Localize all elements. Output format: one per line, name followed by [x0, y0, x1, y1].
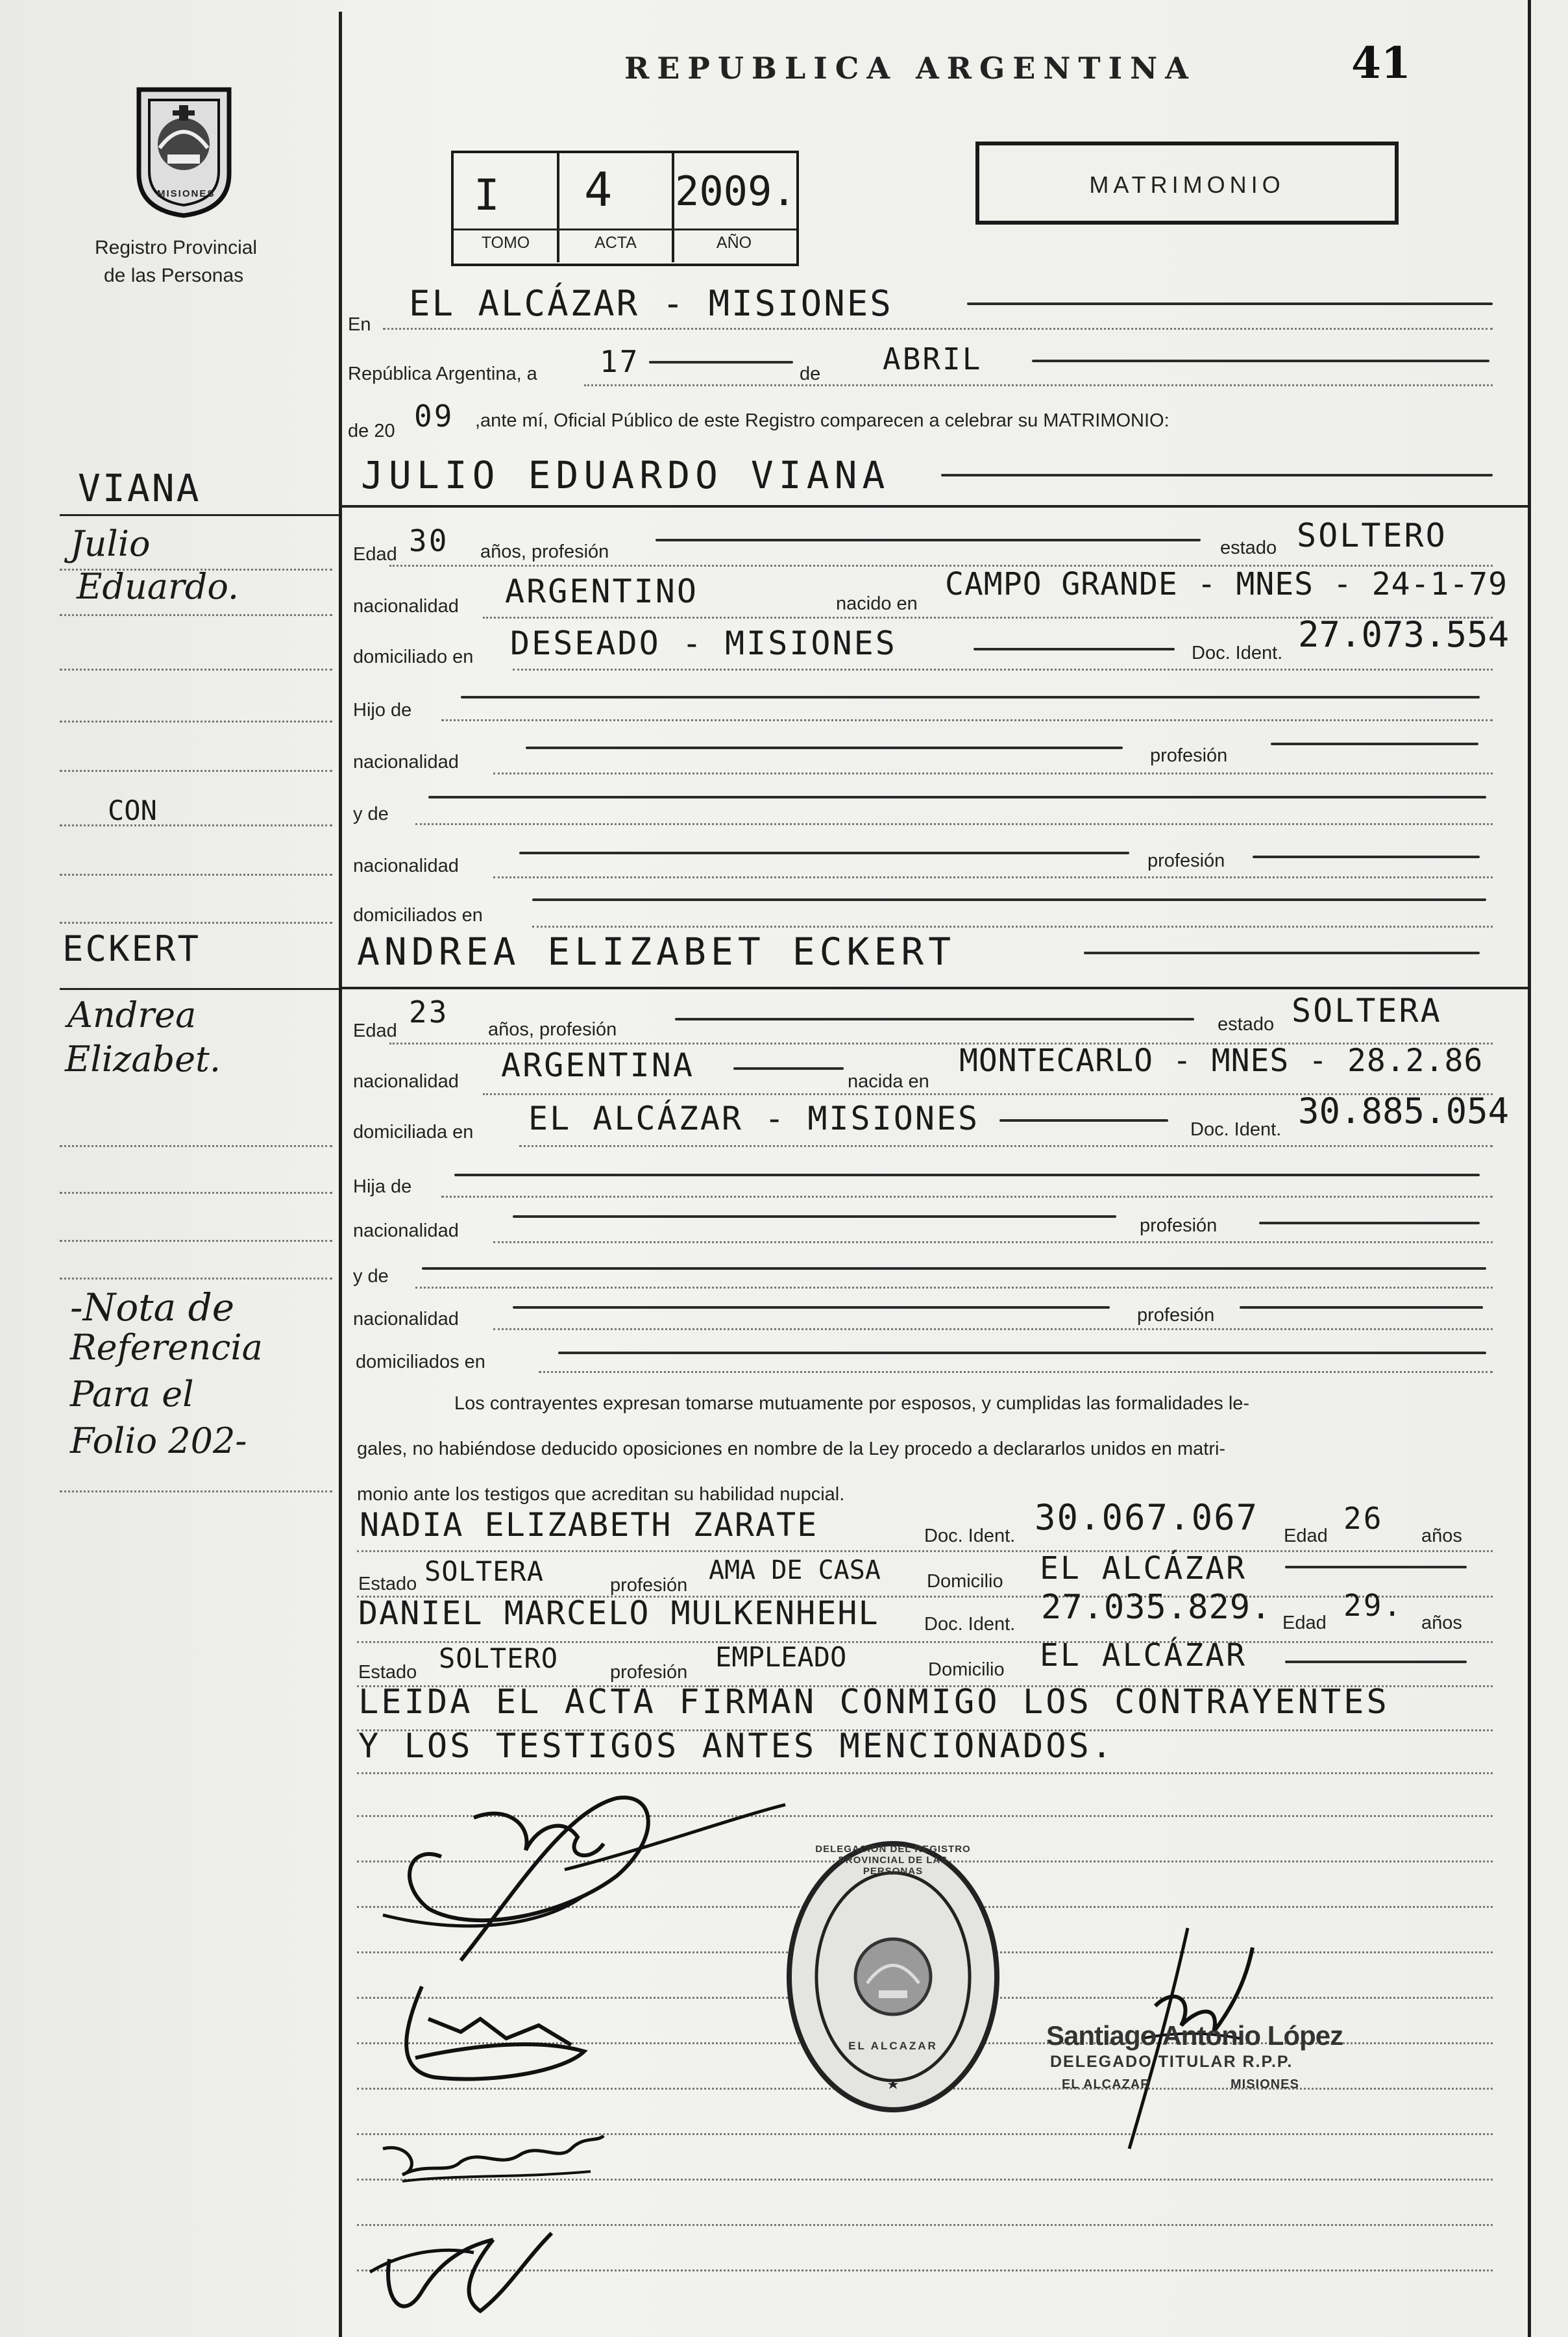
declaration-line-2: gales, no habiéndose deducido oposiciones en nombre de la Ley procedo a declararlos unidos en matri-	[357, 1439, 1226, 1459]
year-prefix: de 20	[348, 421, 395, 441]
intro-text: ,ante mí, Oficial Público de este Registro comparecen a celebrar su MATRIMONIO:	[475, 410, 1170, 431]
year-suffix: 09	[414, 399, 454, 434]
declaration-line-3: monio ante los testigos que acreditan su habilidad nupcial.	[357, 1484, 845, 1505]
witness2-age: 29.	[1343, 1588, 1404, 1623]
witness2-domicile: EL ALCÁZAR	[1040, 1637, 1247, 1674]
margin-dotted-rule	[60, 1145, 332, 1147]
rep-label: República Argentina, a	[348, 364, 537, 384]
witness1-dom-label: Domicilio	[927, 1571, 1003, 1592]
margin-dotted-rule	[60, 922, 332, 924]
margin-bride-given-1: Andrea	[67, 995, 197, 1035]
dotted-rule	[441, 1196, 1493, 1198]
handwritten-filler	[974, 648, 1175, 650]
margin-rule	[60, 988, 339, 990]
margin-dotted-rule	[60, 1490, 332, 1492]
handwritten-filler	[519, 852, 1129, 854]
witness1-anos-label: años	[1421, 1526, 1462, 1546]
dotted-rule	[493, 876, 1493, 878]
bride-estado-label: estado	[1218, 1014, 1275, 1035]
groom-estado: SOLTERO	[1297, 517, 1447, 554]
de-label: de	[800, 364, 821, 384]
closing-line-2: Y LOS TESTIGOS ANTES MENCIONADOS.	[358, 1727, 1115, 1766]
groom-hijo-label: Hijo de	[353, 700, 412, 721]
bride-hija-label: Hija de	[353, 1176, 412, 1197]
groom-anos-prof-label: años, profesión	[480, 541, 609, 562]
groom-edad-label: Edad	[353, 544, 397, 565]
seal-place-lettering: EL ALCAZAR	[848, 2040, 938, 2052]
groom-domicile: DESEADO - MISIONES	[510, 624, 897, 662]
margin-note-line-4: Folio 202-	[70, 1420, 247, 1461]
dotted-rule	[532, 926, 1493, 928]
groom-prof-label: profesión	[1150, 745, 1228, 766]
acta-value: 4	[584, 162, 615, 217]
signature-witness-1	[376, 2123, 610, 2194]
margin-dotted-rule	[60, 770, 332, 772]
bride-nac-label: nacionalidad	[353, 1071, 459, 1092]
signature-bride	[376, 1980, 597, 2090]
dotted-rule	[539, 1371, 1493, 1373]
handwritten-filler	[675, 1018, 1194, 1020]
witness2-profession: EMPLEADO	[715, 1641, 847, 1673]
margin-dotted-rule	[60, 874, 332, 876]
handwritten-filler	[422, 1267, 1486, 1270]
tomo-label: TOMO	[481, 234, 530, 252]
witness1-doc-label: Doc. Ident.	[924, 1526, 1016, 1546]
bride-age: 23	[409, 995, 449, 1030]
official-seal	[783, 1837, 1003, 2116]
handwritten-filler	[454, 1174, 1480, 1176]
handwritten-filler	[999, 1119, 1168, 1122]
dotted-rule	[584, 384, 1493, 386]
handwritten-filler	[1084, 952, 1480, 954]
handwritten-filler	[461, 696, 1480, 699]
record-type-label: MATRIMONIO	[1089, 171, 1285, 198]
witness2-name: DANIEL MARCELO MULKENHEHL	[358, 1594, 879, 1632]
groom-doc: 27.073.554	[1298, 614, 1510, 655]
margin-dotted-rule	[60, 1240, 332, 1242]
official-name: Santiago Antonio López	[1046, 2020, 1343, 2051]
handwritten-filler	[513, 1306, 1110, 1309]
bride-estado: SOLTERA	[1292, 992, 1442, 1030]
handwritten-filler	[941, 474, 1493, 476]
witness1-estado-label: Estado	[358, 1574, 417, 1594]
bride-nacida-label: nacida en	[848, 1071, 929, 1092]
bride-doc-label: Doc. Ident.	[1190, 1119, 1282, 1140]
groom-name: JULIO EDUARDO VIANA	[361, 453, 890, 497]
dotted-rule	[441, 719, 1493, 721]
handwritten-filler	[733, 1067, 844, 1070]
official-place: EL ALCAZAR	[1062, 2077, 1151, 2092]
day-value: 17	[600, 344, 640, 379]
bride-nac3-label: nacionalidad	[353, 1309, 459, 1329]
groom-nac-label: nacionalidad	[353, 596, 459, 617]
bride-name: ANDREA ELIZABET ECKERT	[357, 930, 956, 974]
groom-nac2-label: nacionalidad	[353, 752, 459, 773]
margin-groom-surname: VIANA	[78, 466, 201, 510]
folio-number: 41	[1351, 38, 1411, 88]
registry-logo	[127, 77, 241, 218]
margin-dotted-rule	[60, 721, 332, 723]
margin-groom-given-1: Julio	[70, 523, 151, 564]
dotted-rule	[415, 823, 1493, 825]
bride-doc: 30.885.054	[1298, 1091, 1510, 1131]
witness2-estado: SOLTERO	[439, 1642, 559, 1674]
witness1-doc: 30.067.067	[1035, 1497, 1259, 1538]
groom-doms-label: domiciliados en	[353, 905, 483, 926]
margin-con: CON	[108, 795, 157, 826]
margin-dotted-rule	[60, 614, 332, 616]
handwritten-filler	[428, 796, 1486, 798]
witness2-dom-label: Domicilio	[928, 1659, 1005, 1680]
right-border-line	[1528, 0, 1531, 2337]
groom-birth: CAMPO GRANDE - MNES - 24-1-79	[945, 566, 1508, 602]
groom-nacido-label: nacido en	[836, 593, 918, 614]
groom-dom-label: domiciliado en	[353, 647, 474, 667]
margin-dotted-rule	[60, 1278, 332, 1280]
dotted-rule	[493, 1328, 1493, 1330]
month-value: ABRIL	[883, 341, 983, 377]
dotted-rule	[493, 773, 1493, 774]
closing-line-1: LEIDA EL ACTA FIRMAN CONMIGO LOS CONTRAYENTES	[358, 1683, 1390, 1722]
margin-dotted-rule	[60, 824, 332, 826]
bride-birth: MONTECARLO - MNES - 28.2.86	[959, 1043, 1484, 1079]
en-label: En	[348, 314, 371, 335]
section-rule	[342, 505, 1528, 508]
margin-rule	[60, 514, 339, 516]
dotted-rule	[357, 1550, 1493, 1552]
margin-note-line-2: Referencia	[70, 1327, 263, 1368]
groom-prof2-label: profesión	[1147, 850, 1225, 871]
groom-estado-label: estado	[1220, 538, 1277, 558]
handwritten-filler	[655, 539, 1201, 541]
witness1-estado: SOLTERA	[424, 1555, 545, 1587]
handwritten-filler	[526, 747, 1123, 749]
witness2-anos-label: años	[1421, 1613, 1462, 1633]
signature-groom	[370, 1766, 798, 1973]
groom-nationality: ARGENTINO	[505, 573, 698, 610]
registry-name-line-1: Registro Provincial	[95, 237, 258, 258]
witness2-prof-label: profesión	[610, 1662, 688, 1683]
handwritten-filler	[513, 1215, 1116, 1218]
bride-nationality: ARGENTINA	[501, 1046, 694, 1084]
handwritten-filler	[1240, 1306, 1483, 1309]
margin-bride-surname: ECKERT	[62, 928, 201, 969]
witness2-doc-label: Doc. Ident.	[924, 1614, 1016, 1635]
witness1-name: NADIA ELIZABETH ZARATE	[360, 1506, 818, 1544]
signature-witness-2	[363, 2220, 558, 2331]
groom-age: 30	[409, 523, 449, 558]
handwritten-filler	[1285, 1661, 1467, 1663]
seal-lettering: DELEGACION DEL REGISTRO PROVINCIAL DE LAS PERSONAS	[815, 1844, 971, 1877]
ano-label: AÑO	[716, 234, 752, 252]
groom-doc-label: Doc. Ident.	[1192, 643, 1283, 663]
record-box-label-rule	[454, 229, 796, 230]
bride-nac2-label: nacionalidad	[353, 1220, 459, 1241]
margin-note-line-3: Para el	[70, 1374, 194, 1415]
margin-separator-line	[339, 12, 342, 2337]
dotted-rule	[513, 669, 1493, 671]
dotted-rule	[519, 1145, 1493, 1147]
witness1-domicile: EL ALCÁZAR	[1040, 1550, 1247, 1587]
bride-yde-label: y de	[353, 1266, 389, 1287]
witness1-age: 26	[1343, 1501, 1384, 1536]
margin-dotted-rule	[60, 669, 332, 671]
witness2-estado-label: Estado	[358, 1662, 417, 1683]
place-value: EL ALCÁZAR - MISIONES	[409, 283, 893, 324]
margin-groom-given-2: Eduardo.	[77, 566, 239, 607]
declaration-line-1: Los contrayentes expresan tomarse mutuamente por esposos, y cumplidas las formalidades le-	[454, 1393, 1250, 1414]
bride-anos-prof-label: años, profesión	[488, 1019, 617, 1040]
dotted-rule	[493, 1241, 1493, 1243]
margin-note-line-1: -Nota de	[70, 1285, 235, 1329]
handwritten-filler	[1259, 1222, 1480, 1224]
margin-bride-given-2: Elizabet.	[65, 1039, 221, 1080]
witness1-edad-label: Edad	[1284, 1526, 1328, 1546]
dotted-rule	[415, 1287, 1493, 1289]
handwritten-filler	[532, 898, 1486, 901]
witness2-doc: 27.035.829.	[1041, 1588, 1272, 1627]
groom-yde-label: y de	[353, 804, 389, 824]
witness1-profession: AMA DE CASA	[709, 1555, 881, 1585]
page-title: REPUBLICA ARGENTINA	[624, 51, 1196, 86]
handwritten-filler	[649, 361, 793, 364]
bride-prof2-label: profesión	[1137, 1305, 1215, 1326]
handwritten-filler	[1285, 1566, 1467, 1568]
groom-nac3-label: nacionalidad	[353, 856, 459, 876]
bride-doms-label: domiciliados en	[356, 1352, 485, 1372]
witness1-prof-label: profesión	[610, 1575, 688, 1596]
handwritten-filler	[558, 1352, 1486, 1354]
dotted-rule	[383, 328, 1493, 330]
registry-name-line-2: de las Personas	[104, 265, 244, 286]
handwritten-filler	[1253, 856, 1480, 858]
witness2-edad-label: Edad	[1282, 1613, 1327, 1633]
logo-lettering: MISIONES	[157, 188, 215, 199]
ano-value: 2009.	[675, 167, 796, 215]
acta-label: ACTA	[594, 234, 637, 252]
section-rule	[342, 987, 1528, 989]
margin-dotted-rule	[60, 569, 332, 571]
bride-edad-label: Edad	[353, 1020, 397, 1041]
bride-dom-label: domiciliada en	[353, 1122, 474, 1143]
margin-dotted-rule	[60, 1192, 332, 1194]
official-province: MISIONES	[1231, 2077, 1299, 2092]
tomo-value: I	[474, 170, 502, 220]
official-title: DELEGADO TITULAR R.P.P.	[1050, 2053, 1293, 2071]
handwritten-filler	[1032, 360, 1489, 362]
bride-prof-label: profesión	[1140, 1215, 1218, 1236]
handwritten-filler	[1271, 743, 1478, 745]
handwritten-filler	[967, 303, 1493, 305]
bride-domicile: EL ALCÁZAR - MISIONES	[528, 1100, 980, 1137]
